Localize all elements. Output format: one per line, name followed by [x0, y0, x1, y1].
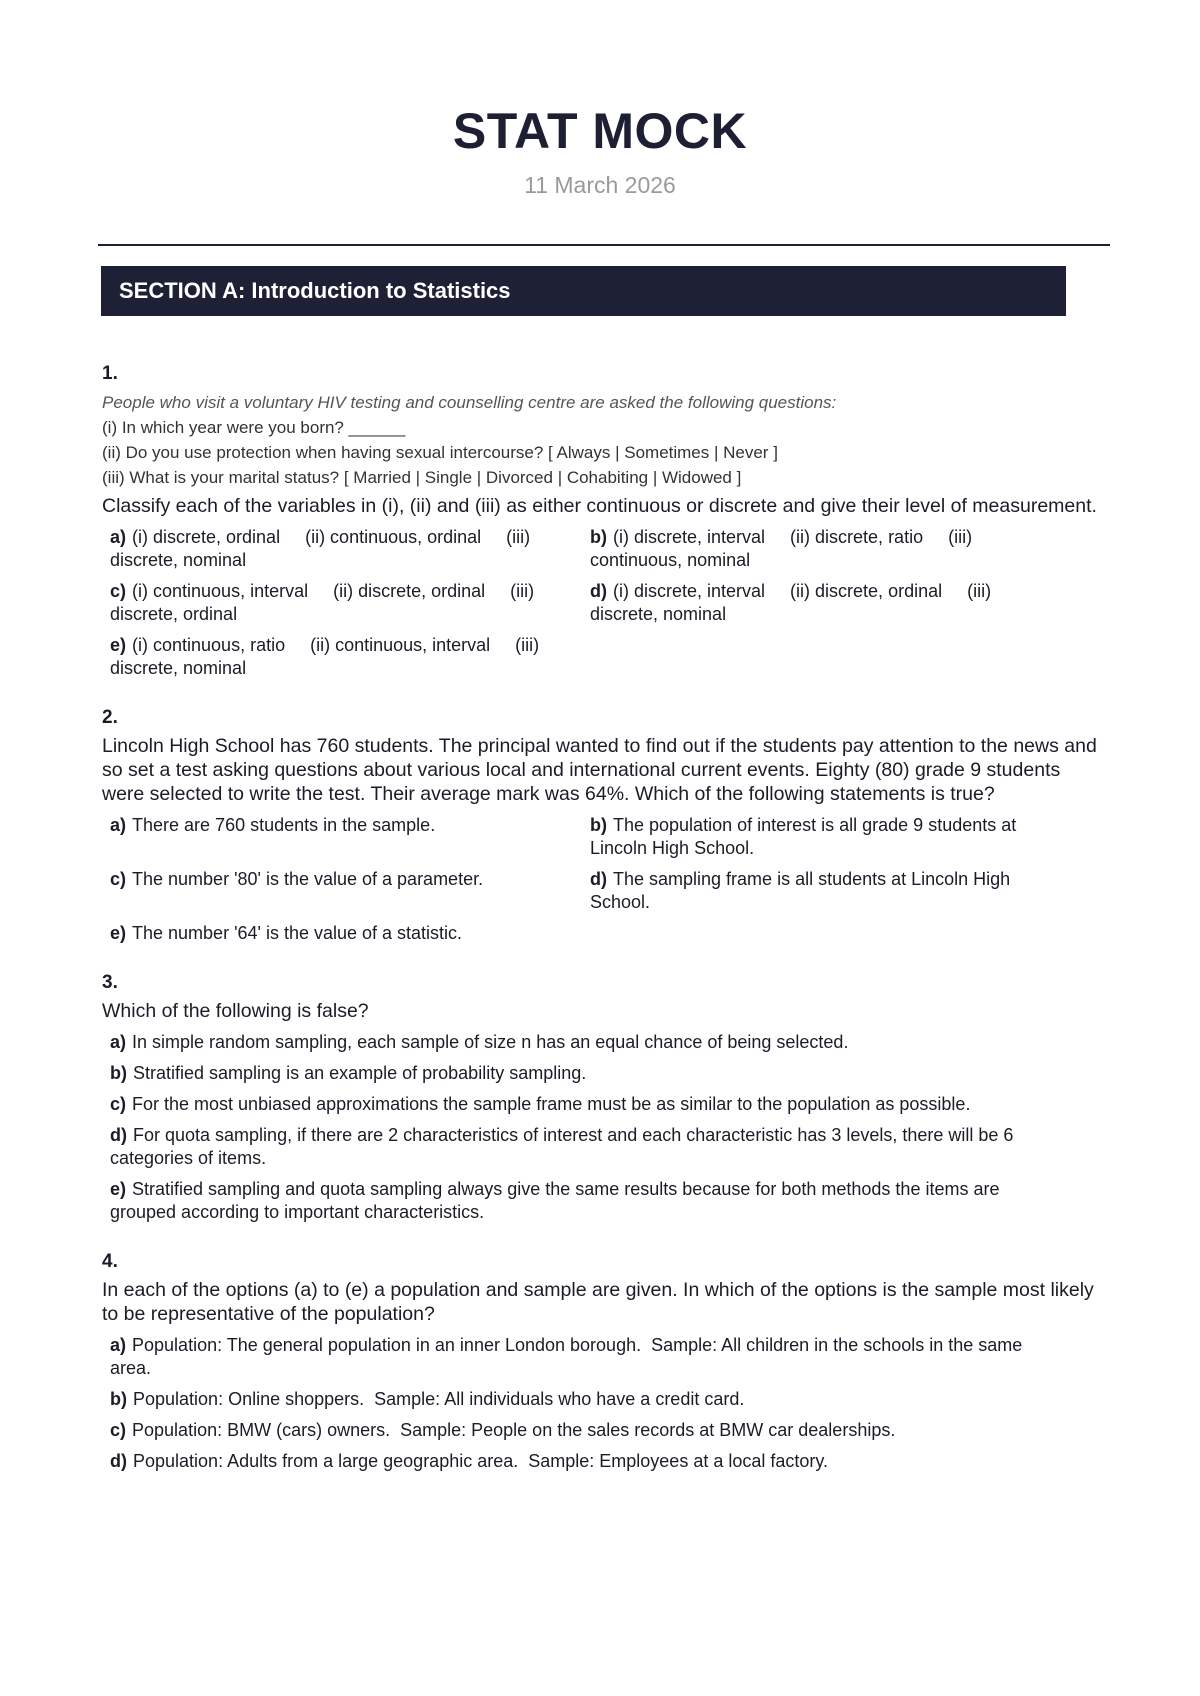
option-letter: d): [110, 1125, 127, 1145]
option-letter: b): [590, 815, 607, 835]
document-date: 11 March 2026: [524, 172, 676, 198]
option-letter: e): [110, 1179, 127, 1199]
question-3: [102, 971, 1097, 1224]
answer-option-b[interactable]: [102, 1062, 1097, 1085]
option-letter: a): [110, 1032, 127, 1052]
answer-options: [102, 526, 1097, 680]
question-number: 3.: [102, 972, 118, 993]
option-text: Population: Adults from a large geographic area. Sample: Employees at a local factory.: [133, 1451, 829, 1471]
answer-options: [102, 1334, 1097, 1473]
section-heading: SECTION A: Introduction to Statistics: [101, 266, 1066, 316]
option-letter: c): [110, 1094, 127, 1114]
answer-option-c[interactable]: [102, 1093, 1097, 1116]
answer-option-d[interactable]: [102, 1450, 1097, 1473]
option-letter: e): [110, 635, 127, 655]
option-text: (i) continuous, interval (ii) discrete, ordinal (iii) discrete, ordinal: [110, 581, 540, 624]
answer-option-e[interactable]: [102, 922, 582, 945]
option-text: The number '64' is the value of a statistic.: [132, 923, 463, 943]
question-intro: People who visit a voluntary HIV testing and counselling centre are asked the following questions:: [102, 393, 837, 412]
header-divider: [98, 244, 1110, 246]
question-4: [102, 1250, 1097, 1473]
option-text: In simple random sampling, each sample of size n has an equal chance of being selected.: [132, 1032, 849, 1052]
answer-option-a[interactable]: [102, 1031, 1097, 1054]
question-stem: In each of the options (a) to (e) a population and sample are given. In which of the options is the sample most likely to be representative of the population?: [102, 1279, 1094, 1325]
answer-option-e[interactable]: [102, 634, 582, 680]
answer-option-d[interactable]: [582, 868, 1062, 914]
option-text: For the most unbiased approximations the sample frame must be as similar to the population as possible.: [132, 1094, 971, 1114]
answer-option-a[interactable]: [102, 814, 582, 860]
sub-question: (i) In which year were you born? ______: [102, 418, 406, 437]
answer-option-c[interactable]: [102, 868, 582, 914]
question-number: 4.: [102, 1251, 118, 1272]
questions-container: [102, 362, 1097, 1499]
option-letter: d): [590, 581, 607, 601]
document-title: STAT MOCK: [452, 103, 748, 159]
option-letter: c): [110, 581, 127, 601]
option-text: Population: BMW (cars) owners. Sample: People on the sales records at BMW car dealerships.: [132, 1420, 896, 1440]
question-1: [102, 362, 1097, 680]
option-text: The sampling frame is all students at Lincoln High School.: [590, 869, 1016, 912]
option-text: (i) continuous, ratio (ii) continuous, interval (iii) discrete, nominal: [110, 635, 545, 678]
question-2: [102, 706, 1097, 945]
answer-options: [102, 1031, 1097, 1224]
answer-option-a[interactable]: [102, 1334, 1097, 1380]
answer-option-b[interactable]: [102, 1388, 1097, 1411]
option-letter: a): [110, 527, 127, 547]
option-letter: b): [110, 1389, 127, 1409]
option-text: Stratified sampling and quota sampling always give the same results because for both methods the items are grouped according to important characteristics.: [110, 1179, 1005, 1222]
option-letter: c): [110, 869, 127, 889]
option-letter: d): [590, 869, 607, 889]
option-letter: a): [110, 815, 127, 835]
option-letter: e): [110, 923, 127, 943]
question-number: 2.: [102, 707, 118, 728]
option-text: For quota sampling, if there are 2 characteristics of interest and each characteristic has 3 levels, there will be 6 categories of items.: [110, 1125, 1019, 1168]
answer-options: [102, 814, 1097, 945]
option-text: Population: The general population in an inner London borough. Sample: All children in the schools in the same area.: [110, 1335, 1028, 1378]
option-letter: d): [110, 1451, 127, 1471]
answer-option-c[interactable]: [102, 1419, 1097, 1442]
question-stem: Lincoln High School has 760 students. The principal wanted to find out if the students pay attention to the news and so set a test asking questions about various local and international current events. Eighty (80) grade 9 students were selected to write the test. Their average mark was 64%. Which of the following statements is true?: [102, 735, 1097, 805]
option-text: (i) discrete, ordinal (ii) continuous, ordinal (iii) discrete, nominal: [110, 527, 536, 570]
option-text: (i) discrete, interval (ii) discrete, ordinal (iii) discrete, nominal: [590, 581, 997, 624]
option-text: The number '80' is the value of a parameter.: [132, 869, 484, 889]
answer-option-b[interactable]: [582, 814, 1062, 860]
option-text: Population: Online shoppers. Sample: All individuals who have a credit card.: [133, 1389, 745, 1409]
answer-option-c[interactable]: [102, 580, 582, 626]
sub-question: (ii) Do you use protection when having sexual intercourse? [ Always | Sometimes | Never ]: [102, 443, 778, 462]
answer-option-a[interactable]: [102, 526, 582, 572]
option-text: The population of interest is all grade 9 students at Lincoln High School.: [590, 815, 1022, 858]
option-letter: a): [110, 1335, 127, 1355]
question-stem: Classify each of the variables in (i), (ii) and (iii) as either continuous or discrete and give their level of measurement.: [102, 495, 1097, 517]
answer-option-e[interactable]: [102, 1178, 1097, 1224]
answer-option-d[interactable]: [102, 1124, 1097, 1170]
option-text: (i) discrete, interval (ii) discrete, ratio (iii) continuous, nominal: [590, 527, 978, 570]
option-letter: c): [110, 1420, 127, 1440]
answer-option-b[interactable]: [582, 526, 1062, 572]
question-number: 1.: [102, 363, 118, 384]
sub-question: (iii) What is your marital status? [ Married | Single | Divorced | Cohabiting | Widowed ]: [102, 468, 742, 487]
option-text: There are 760 students in the sample.: [132, 815, 436, 835]
option-letter: b): [110, 1063, 127, 1083]
option-text: Stratified sampling is an example of probability sampling.: [133, 1063, 587, 1083]
answer-option-d[interactable]: [582, 580, 1062, 626]
option-letter: b): [590, 527, 607, 547]
question-stem: Which of the following is false?: [102, 1000, 369, 1022]
